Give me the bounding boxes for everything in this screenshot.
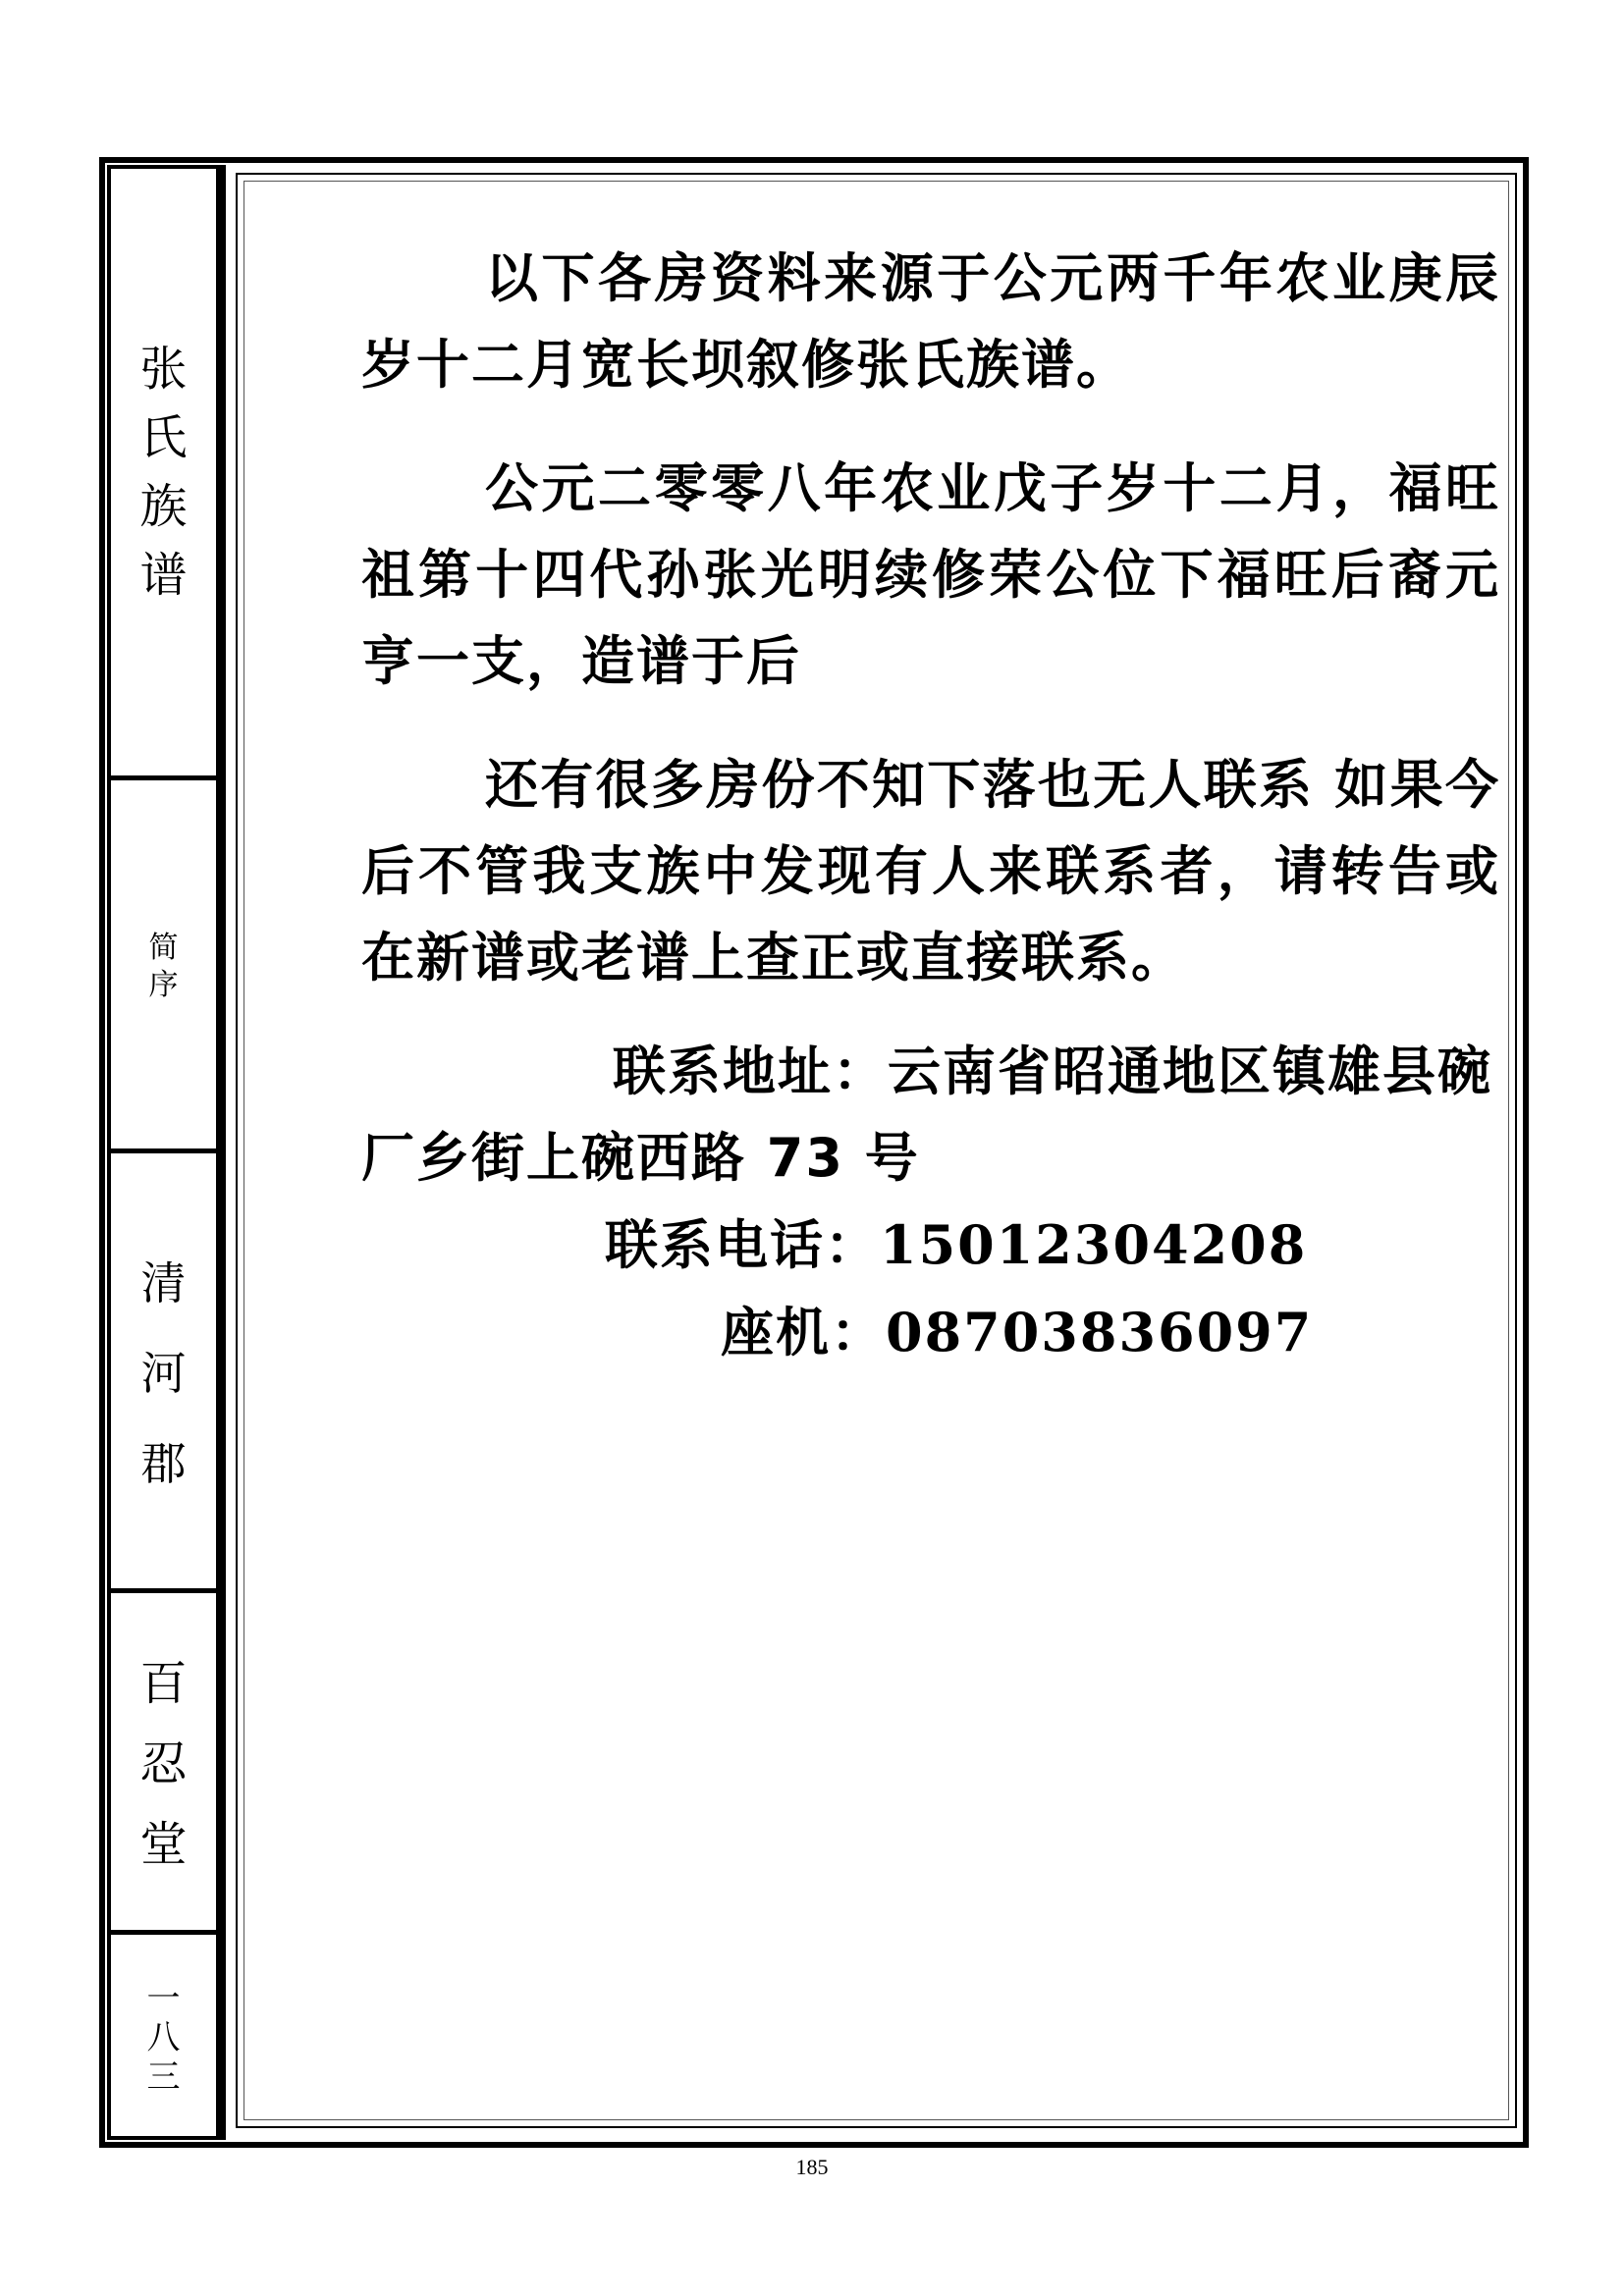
content-area (361, 236, 1500, 1376)
book-title-char: 氏 (139, 410, 188, 465)
landline-number: 08703836097 (886, 1301, 1314, 1363)
leaf-number-char: 八 (146, 2018, 181, 2057)
phone-number: 15012304208 (880, 1213, 1308, 1276)
leaf-number-char: 一 (146, 1979, 181, 2018)
page-number: 185 (795, 2155, 829, 2179)
hall-char: 堂 (139, 1817, 188, 1872)
sidebar-separator (111, 1148, 216, 1153)
landline-label: 座机： (721, 1302, 886, 1363)
sidebar-leaf-number (111, 1940, 216, 2136)
book-title-char: 张 (139, 342, 188, 397)
sidebar-separator (111, 775, 216, 780)
paragraph-contact-note: 还有很多房份不知下落也无人联系 如果今后不管我支族中发现有人来联系者，请转告或在新谱或老谱上查正或直接联系。 (361, 754, 1500, 988)
book-title-char: 族 (139, 479, 188, 534)
sidebar-separator (111, 1930, 216, 1935)
section-char: 简 (148, 931, 179, 965)
hall-char: 忍 (139, 1736, 188, 1791)
sidebar-clan (111, 1158, 216, 1588)
clan-char: 郡 (140, 1437, 187, 1490)
leaf-number-char: 三 (146, 2057, 181, 2097)
book-title-char: 谱 (139, 548, 188, 603)
sidebar-book-title (111, 169, 216, 775)
sidebar-divider (220, 165, 226, 2140)
clan-char: 河 (140, 1347, 187, 1400)
clan-char: 清 (140, 1256, 187, 1309)
sidebar-separator (111, 1588, 216, 1593)
sidebar-section (111, 785, 216, 1148)
section-char: 序 (148, 968, 179, 1002)
paragraph-source: 以下各房资料来源于公元两千年农业庚辰岁十二月宽长坝叙修张氏族谱。 (361, 247, 1500, 396)
contact-phone (361, 1201, 1500, 1289)
sidebar-hall (111, 1598, 216, 1930)
contact-address: 联系地址：云南省昭通地区镇雄县碗厂乡街上碗西路 73 号 (361, 1041, 1492, 1189)
paragraph-revision: 公元二零零八年农业戊子岁十二月，福旺祖第十四代孙张光明续修荣公位下福旺后裔元亨一支，造谱于后 (361, 457, 1500, 692)
phone-label: 联系电话： (605, 1214, 880, 1276)
sidebar (107, 165, 220, 2140)
contact-landline (361, 1289, 1500, 1376)
hall-char: 百 (139, 1656, 188, 1711)
